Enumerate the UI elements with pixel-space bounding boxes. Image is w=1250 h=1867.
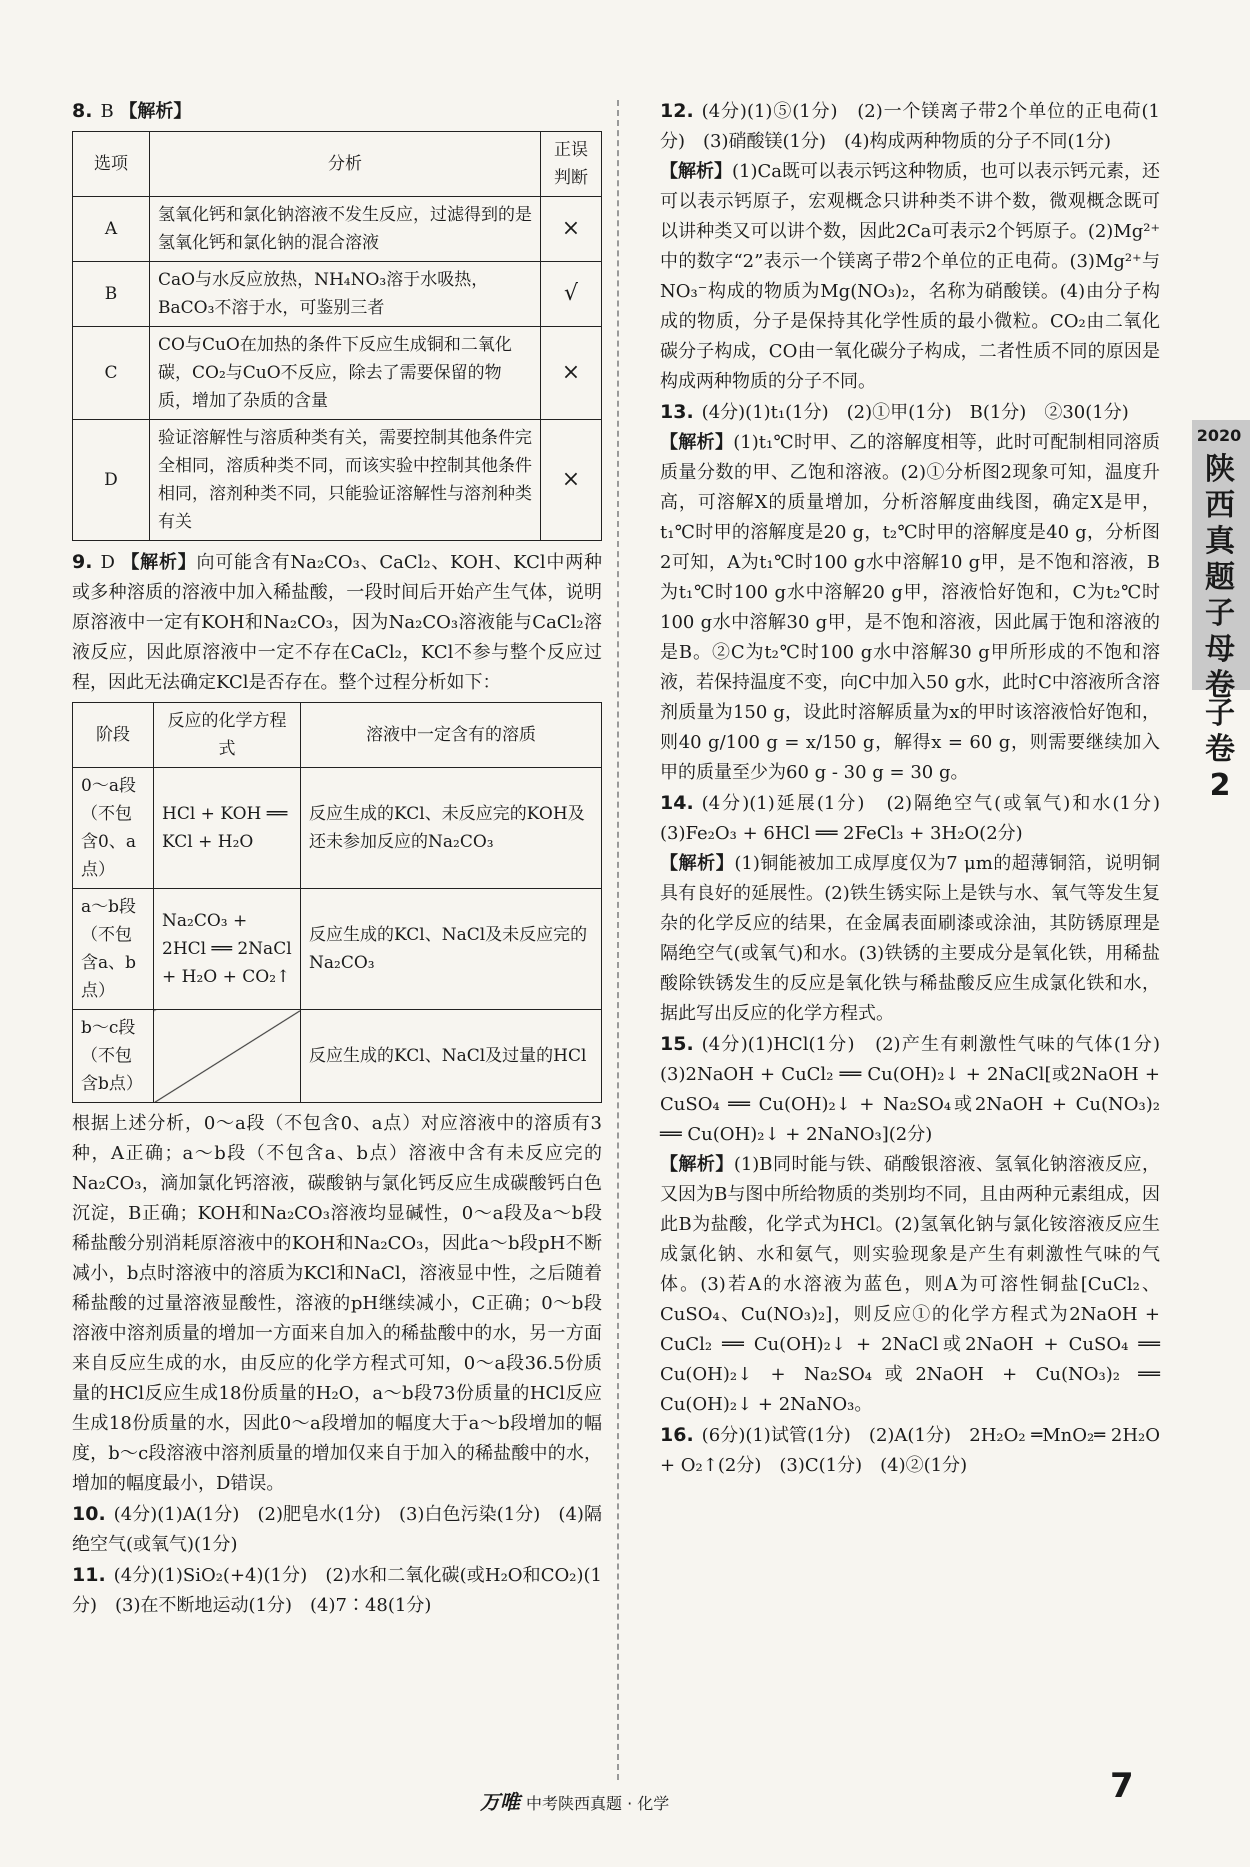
q13-tag: 【解析】 <box>660 432 734 453</box>
q8-option: C <box>73 327 150 420</box>
table-row <box>73 262 602 327</box>
q16-text: (6分)(1)试管(1分) (2)A(1分) 2H₂O₂ ═MnO₂═ 2H₂O + O₂↑(2分) (3)C(1分) (4)②(1分) <box>660 1425 1160 1476</box>
q9-equation: HCl + KOH ══ KCl + H₂O <box>154 768 301 889</box>
q9-answer: D <box>100 552 115 573</box>
q13-exp: (1)t₁℃时甲、乙的溶解度相等，此时可配制相同溶质质量分数的甲、乙饱和溶液。(2)①分析图2现象可知，温度升高，可溶解X的质量增加，分析溶解度曲线图，确定X是甲，t₁℃时甲的溶解度是20 g，t₂℃时甲的溶解度是40 g，分析图2可知，A为t₁℃时100 g水中溶解10 g甲，是不饱和溶液，B为t₁℃时100 g水中溶解20 g甲，溶液恰好饱和，C为t₂℃时100 g水中溶解30 g甲，是不饱和溶液，因此属于饱和溶液的是B。②C为t₂℃时100 g水中溶解30 g甲所形成的不饱和溶液，若保持温度不变，向C中加入50 g水，此时C中溶液所含溶剂质量为150 g，设此时溶解质量为x的甲时该溶液恰好饱和，则40 g/100 g = x/150 g，解得x = 60 g，则需要继续加入甲的质量至少为60 g - 30 g = 30 g。 <box>660 432 1160 783</box>
q12-answer <box>660 96 1160 157</box>
q8-header-judgement: 正误判断 <box>541 132 602 197</box>
table-row <box>73 768 602 889</box>
table-row <box>73 889 602 1010</box>
q8-number: 8. <box>72 100 93 122</box>
q12-number: 12. <box>660 100 694 122</box>
q15-exp: (1)B同时能与铁、硝酸银溶液、氢氧化钠溶液反应，又因为B与图中所给物质的类别均不同，且由两种元素组成，因此B为盐酸，化学式为HCl。(2)氢氧化钠与氯化铵溶液反应生成氯化钠、水和氨气，则实验现象是产生有刺激性气味的气体。(3)若A的水溶液为蓝色，则A为可溶性铜盐[CuCl₂、CuSO₄、Cu(NO₃)₂]，则反应①的化学方程式为2NaOH + CuCl₂ ══ Cu(OH)₂↓ + 2NaCl或2NaOH + CuSO₄ ══ Cu(OH)₂↓ + Na₂SO₄或2NaOH + Cu(NO₃)₂ ══ Cu(OH)₂↓ + 2NaNO₃。 <box>660 1154 1160 1415</box>
q10-text: (4分)(1)A(1分) (2)肥皂水(1分) (3)白色污染(1分) (4)隔绝空气(或氧气)(1分) <box>72 1504 602 1555</box>
sidebar-year: 2020 <box>1196 426 1242 445</box>
q14-exp: (1)铜能被加工成厚度仅为7 μm的超薄铜箔，说明铜具有良好的延展性。(2)铁生锈实际上是铁与水、氧气等发生复杂的化学反应的结果，在金属表面刷漆或涂油，其防锈原理是隔绝空气(或氧气)和水。(3)铁锈的主要成分是氧化铁，用稀盐酸除铁锈发生的反应是氧化铁与稀盐酸反应生成氯化铁和水，据此写出反应的化学方程式。 <box>660 853 1161 1024</box>
q9-body: 根据上述分析，0～a段（不包含0、a点）对应溶液中的溶质有3种，A正确；a～b段（不包含a、b点）溶液中含有未反应完的Na₂CO₃，滴加氯化钙溶液，碳酸钠与氯化钙反应生成碳酸钙白色沉淀，B正确；KOH和Na₂CO₃溶液均显碱性，0～a段及a～b段稀盐酸分别消耗原溶液中的KOH和Na₂CO₃，因此a～b段pH不断减小，b点时溶液中的溶质为KCl和NaCl，溶液显中性，之后随着稀盐酸的过量溶液显酸性，溶液的pH继续减小，C正确；0～b段溶液中溶剂质量的增加一方面来自加入的稀盐酸中的水，另一方面来自反应生成的水，由反应的化学方程式可知，0～a段36.5份质量的HCl反应生成18份质量的H₂O，a～b段73份质量的HCl反应生成18份质量的水，因此0～a段增加的幅度大于a～b段增加的幅度，b～c段溶液中溶剂质量的增加仅来自于加入的稀盐酸中的水，增加的幅度最小，D错误。 <box>72 1113 602 1494</box>
q8-header-analysis: 分析 <box>150 132 541 197</box>
q8-header-option: 选项 <box>73 132 150 197</box>
table-row <box>73 420 602 541</box>
q9-solute: 反应生成的KCl、未反应完的KOH及还未参加反应的Na₂CO₃ <box>301 768 602 889</box>
q8-analysis: CO与CuO在加热的条件下反应生成铜和二氧化碳，CO₂与CuO不反应，除去了需要保留的物质，增加了杂质的含量 <box>150 327 541 420</box>
q8-mark: × <box>541 420 602 541</box>
q10-answer <box>72 1499 602 1560</box>
q15-explanation <box>660 1150 1160 1420</box>
q12-text: (4分)(1)⑤(1分) (2)一个镁离子带2个单位的正电荷(1分) (3)硝酸镁(1分) (4)构成两种物质的分子不同(1分) <box>660 101 1160 152</box>
q12-explanation <box>660 157 1160 397</box>
q9-intro-text: 向可能含有Na₂CO₃、CaCl₂、KOH、KCl中两种或多种溶质的溶液中加入稀盐酸，一段时间后开始产生气体，说明原溶液中一定有KOH和Na₂CO₃，因为Na₂CO₃溶液能与CaCl₂溶液反应，因此原溶液中一定不存在CaCl₂，KCl不参与整个反应过程，因此无法确定KCl是否存在。整个过程分析如下： <box>72 552 602 693</box>
q8-mark: √ <box>541 262 602 327</box>
q14-tag: 【解析】 <box>660 853 735 874</box>
footer-text: 中考陕西真题 · 化学 <box>526 1794 670 1813</box>
q15-answer <box>660 1029 1178 1150</box>
q9-tag: 【解析】 <box>121 552 197 573</box>
q13-answer <box>660 397 1160 428</box>
page-footer <box>480 1786 669 1815</box>
brand-logo: 万唯 <box>480 1790 520 1814</box>
q14-explanation <box>660 849 1160 1029</box>
q8-option: B <box>73 262 150 327</box>
q8-analysis: CaO与水反应放热，NH₄NO₃溶于水吸热，BaCO₃不溶于水，可鉴别三者 <box>150 262 541 327</box>
q8-answer: B <box>100 101 114 122</box>
q8-heading <box>72 96 602 127</box>
q10-number: 10. <box>72 1503 106 1525</box>
q15-number: 15. <box>660 1033 694 1055</box>
q9-header-stage: 阶段 <box>73 703 154 768</box>
q11-number: 11. <box>72 1564 106 1586</box>
q9-solute: 反应生成的KCl、NaCl及未反应完的Na₂CO₃ <box>301 889 602 1010</box>
page-number: 7 <box>1110 1766 1134 1806</box>
q8-tag: 【解析】 <box>119 101 192 122</box>
q15-text: (4分)(1)HCl(1分) (2)产生有刺激性气味的气体(1分) (3)2NaOH + CuCl₂ ══ Cu(OH)₂↓ + 2NaCl[或2NaOH + CuSO₄ ══ Cu(OH)₂↓ + Na₂SO₄或2NaOH + Cu(NO₃)₂ ══ Cu(OH)₂↓ + 2NaNO₃](2分) <box>660 1034 1178 1145</box>
table-row <box>73 1010 602 1103</box>
q11-answer <box>72 1560 602 1621</box>
q9-header-solute: 溶液中一定含有的溶质 <box>301 703 602 768</box>
q13-number: 13. <box>660 401 694 423</box>
q9-number: 9. <box>72 551 93 573</box>
q13-explanation <box>660 428 1160 788</box>
q9-stage: a～b段（不包含a、b点） <box>73 889 154 1010</box>
q8-analysis: 氢氧化钙和氯化钠溶液不发生反应，过滤得到的是氢氧化钙和氯化钠的混合溶液 <box>150 197 541 262</box>
table-row <box>73 197 602 262</box>
table-row <box>73 327 602 420</box>
q9-header-equation: 反应的化学方程式 <box>154 703 301 768</box>
q14-text: (4分)(1)延展(1分) (2)隔绝空气(或氧气)和水(1分) (3)Fe₂O₃ + 6HCl ══ 2FeCl₃ + 3H₂O(2分) <box>660 793 1178 844</box>
sidebar-subtitle: 子卷2 <box>1205 696 1235 803</box>
q14-number: 14. <box>660 792 694 814</box>
column-divider <box>617 100 619 1780</box>
q9-equation: Na₂CO₃ + 2HCl ══ 2NaCl + H₂O + CO₂↑ <box>154 889 301 1010</box>
q9-intro <box>72 547 602 698</box>
q13-text: (4分)(1)t₁(1分) (2)①甲(1分) B(1分) ②30(1分) <box>701 402 1129 423</box>
q8-mark: × <box>541 197 602 262</box>
q8-table <box>72 131 602 541</box>
q9-stage: 0～a段（不包含0、a点） <box>73 768 154 889</box>
q16-number: 16. <box>660 1424 694 1446</box>
q8-option: D <box>73 420 150 541</box>
q12-tag: 【解析】 <box>660 161 732 182</box>
q8-analysis: 验证溶解性与溶质种类有关，需要控制其他条件完全相同，溶质种类不同，而该实验中控制其他条件相同，溶剂种类不同，只能验证溶解性与溶剂种类有关 <box>150 420 541 541</box>
q16-answer <box>660 1420 1160 1481</box>
q8-option: A <box>73 197 150 262</box>
q9-table <box>72 702 602 1103</box>
q14-answer <box>660 788 1178 849</box>
q9-solute: 反应生成的KCl、NaCl及过量的HCl <box>301 1010 602 1103</box>
right-column <box>660 96 1178 1481</box>
left-column <box>72 96 602 1621</box>
sidebar-title: 陕西真题子母卷 <box>1205 452 1235 703</box>
q8-mark: × <box>541 327 602 420</box>
q15-tag: 【解析】 <box>660 1154 734 1175</box>
q12-exp: (1)Ca既可以表示钙这种物质，也可以表示钙元素，还可以表示钙原子，宏观概念只讲种类不讲个数，微观概念既可以讲种类又可以讲个数，因此2Ca可表示2个钙原子。(2)Mg²⁺中的数字“2”表示一个镁离子带2个单位的正电荷。(3)Mg²⁺与NO₃⁻构成的物质为Mg(NO₃)₂，名称为硝酸镁。(4)由分子构成的物质，分子是保持其化学性质的最小微粒。CO₂由二氧化碳分子构成，CO由一氧化碳分子构成，二者性质不同的原因是构成两种物质的分子不同。 <box>660 161 1160 392</box>
q9-equation-empty <box>154 1010 301 1103</box>
q11-text: (4分)(1)SiO₂(+4)(1分) (2)水和二氧化碳(或H₂O和CO₂)(1分) (3)在不断地运动(1分) (4)7∶48(1分) <box>72 1565 602 1616</box>
q9-stage: b～c段（不包含b点） <box>73 1010 154 1103</box>
